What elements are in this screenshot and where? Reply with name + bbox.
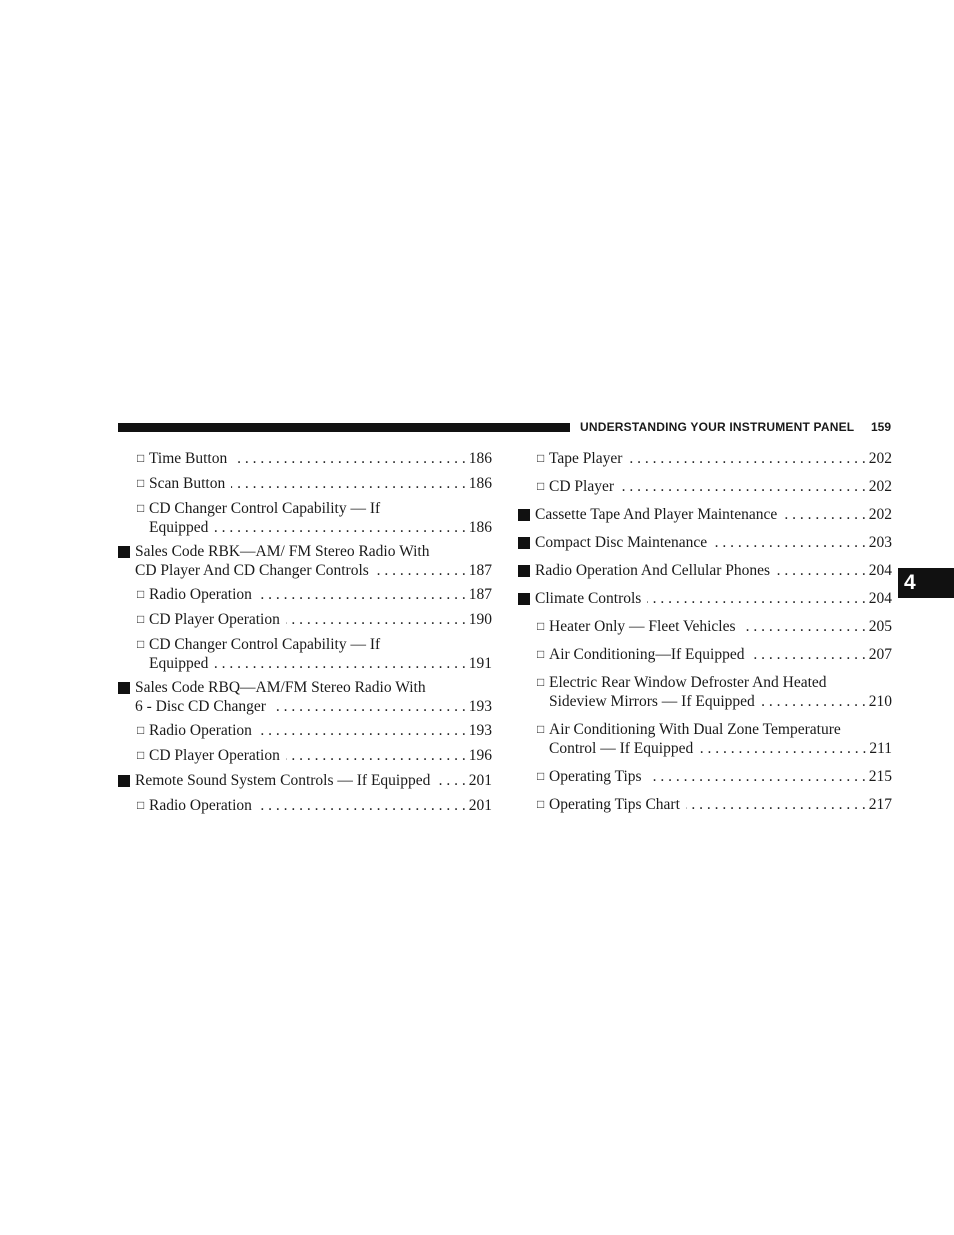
toc-entry-title: Sales Code RBQ—AM/FM Stereo Radio With — [135, 679, 426, 696]
toc-entry-line — [535, 533, 892, 552]
hollow-square-bullet-icon: □ — [537, 647, 545, 661]
hollow-square-bullet-icon: □ — [137, 587, 145, 601]
filled-square-bullet-icon — [118, 775, 130, 787]
toc-page-number: 211 — [869, 740, 892, 757]
toc-entry-line — [549, 477, 892, 496]
toc-page-number: 201 — [468, 772, 492, 789]
toc-entry-title: Operating Tips Chart — [549, 796, 680, 813]
toc-entry-line — [135, 771, 492, 790]
toc-page-number: 205 — [868, 618, 892, 635]
toc-right-column — [518, 449, 892, 823]
toc-page-number: 187 — [468, 586, 492, 603]
toc-page-number: 190 — [468, 611, 492, 628]
toc-entry-title: CD Player — [549, 478, 615, 495]
toc-entry[interactable] — [518, 477, 892, 496]
toc-page-number: 196 — [468, 747, 492, 764]
toc-page-number: 210 — [868, 693, 892, 710]
toc-entry-title: Sideview Mirrors — If Equipped — [549, 693, 755, 710]
chapter-tab — [898, 568, 954, 598]
chapter-tab-label: 4 — [904, 571, 916, 594]
toc-entry-line — [149, 610, 492, 629]
dot-leader — [286, 610, 466, 629]
toc-entry-title: Scan Button — [149, 475, 226, 492]
toc-page-number: 186 — [468, 450, 492, 467]
toc-entry[interactable] — [518, 673, 892, 711]
filled-square-bullet-icon — [518, 537, 530, 549]
toc-entry-title: Radio Operation — [149, 722, 252, 739]
toc-entry-line — [135, 561, 492, 580]
toc-entry-title: Remote Sound System Controls — If Equipped — [135, 772, 431, 789]
dot-leader — [620, 477, 866, 496]
toc-entry-line — [549, 739, 892, 758]
toc-entry[interactable] — [518, 561, 892, 580]
dot-leader — [742, 617, 866, 636]
dot-leader — [286, 746, 466, 765]
toc-entry[interactable] — [118, 585, 492, 604]
toc-entry-title: CD Changer Control Capability — If — [149, 500, 381, 517]
toc-entry[interactable] — [518, 795, 892, 814]
toc-entry[interactable] — [518, 767, 892, 786]
toc-entry[interactable] — [118, 721, 492, 740]
toc-page-number: 186 — [468, 475, 492, 492]
toc-entry[interactable] — [518, 645, 892, 664]
toc-entry-title: CD Player And CD Changer Controls — [135, 562, 369, 579]
toc-entry-title: Compact Disc Maintenance — [535, 534, 708, 551]
dot-leader — [628, 449, 865, 468]
toc-entry-line — [149, 721, 492, 740]
hollow-square-bullet-icon: □ — [537, 451, 545, 465]
toc-entry-title: Air Conditioning With Dual Zone Temperature — [549, 721, 841, 738]
hollow-square-bullet-icon: □ — [537, 797, 545, 811]
toc-page-number: 207 — [868, 646, 892, 663]
filled-square-bullet-icon — [518, 593, 530, 605]
toc-entry[interactable] — [518, 589, 892, 608]
hollow-square-bullet-icon: □ — [537, 619, 545, 633]
toc-entry-line — [149, 635, 492, 654]
toc-entry-title: Time Button — [149, 450, 228, 467]
toc-page-number: 204 — [868, 562, 892, 579]
hollow-square-bullet-icon: □ — [137, 501, 145, 515]
toc-entry-line — [149, 449, 492, 468]
toc-entry-line — [549, 449, 892, 468]
toc-entry-title: Electric Rear Window Defroster And Heated — [549, 674, 827, 691]
toc-page-number: 203 — [868, 534, 892, 551]
toc-entry-line — [549, 720, 892, 739]
toc-entry[interactable] — [118, 796, 492, 815]
toc-entry-line — [149, 585, 492, 604]
dot-leader — [783, 505, 866, 524]
toc-entry-line — [135, 678, 492, 697]
dot-leader — [750, 645, 865, 664]
toc-page-number: 193 — [468, 698, 492, 715]
toc-page-number: 187 — [468, 562, 492, 579]
toc-page-number: 186 — [468, 519, 492, 536]
hollow-square-bullet-icon: □ — [137, 612, 145, 626]
dot-leader — [647, 589, 865, 608]
toc-entry-line — [549, 767, 892, 786]
toc-entry-title: Sales Code RBK—AM/ FM Stereo Radio With — [135, 543, 430, 560]
dot-leader — [699, 739, 866, 758]
toc-entry[interactable] — [518, 720, 892, 758]
toc-entry-title: CD Player Operation — [149, 747, 280, 764]
hollow-square-bullet-icon: □ — [137, 451, 145, 465]
toc-entry[interactable] — [118, 610, 492, 629]
page-number: 159 — [871, 420, 892, 434]
toc-entry-line — [549, 645, 892, 664]
hollow-square-bullet-icon: □ — [537, 769, 545, 783]
toc-page-number: 193 — [468, 722, 492, 739]
toc-entry[interactable] — [118, 635, 492, 673]
toc-page-number: 217 — [868, 796, 892, 813]
dot-leader — [258, 585, 466, 604]
hollow-square-bullet-icon: □ — [537, 479, 545, 493]
toc-entry[interactable] — [118, 449, 492, 468]
toc-entry-title: 6 - Disc CD Changer — [135, 698, 266, 715]
dot-leader — [761, 692, 866, 711]
dot-leader — [214, 654, 465, 673]
toc-entry-title: Tape Player — [549, 450, 623, 467]
filled-square-bullet-icon — [518, 565, 530, 577]
toc-entry-title: Control — If Equipped — [549, 740, 694, 757]
toc-entry-title: Equipped — [149, 655, 209, 672]
dot-leader — [214, 518, 465, 537]
toc-page-number: 202 — [868, 478, 892, 495]
toc-entry-line — [149, 518, 492, 537]
filled-square-bullet-icon — [118, 682, 130, 694]
toc-entry-line — [535, 589, 892, 608]
toc-entry[interactable] — [118, 771, 492, 790]
toc-entry[interactable] — [518, 617, 892, 636]
toc-entry-line — [549, 673, 892, 692]
toc-page-number: 215 — [868, 768, 892, 785]
toc-page-number: 202 — [868, 450, 892, 467]
toc-entry-line — [549, 617, 892, 636]
toc-entry[interactable] — [118, 678, 492, 716]
dot-leader — [231, 474, 466, 493]
toc-entry[interactable] — [518, 449, 892, 468]
header-title: UNDERSTANDING YOUR INSTRUMENT PANEL — [580, 420, 855, 434]
toc-entry[interactable] — [118, 542, 492, 580]
dot-leader — [258, 721, 466, 740]
header-rule — [118, 423, 570, 432]
toc-entry[interactable] — [118, 474, 492, 493]
toc-entry-line — [549, 692, 892, 711]
toc-entry-title: Radio Operation — [149, 586, 252, 603]
toc-entry-line — [135, 697, 492, 716]
toc-page-number: 201 — [468, 797, 492, 814]
dot-leader — [648, 767, 866, 786]
toc-entry[interactable] — [518, 533, 892, 552]
toc-entry-line — [535, 505, 892, 524]
toc-page-number: 202 — [868, 506, 892, 523]
toc-entry[interactable] — [118, 746, 492, 765]
toc-entry-title: Climate Controls — [535, 590, 642, 607]
dot-leader — [272, 697, 466, 716]
toc-entry-title: Radio Operation And Cellular Phones — [535, 562, 771, 579]
filled-square-bullet-icon — [118, 546, 130, 558]
dot-leader — [375, 561, 466, 580]
toc-entry-title: Equipped — [149, 519, 209, 536]
toc-entry-line — [535, 561, 892, 580]
hollow-square-bullet-icon: □ — [137, 637, 145, 651]
toc-page-number: 191 — [468, 655, 492, 672]
hollow-square-bullet-icon: □ — [137, 748, 145, 762]
toc-entry-title: Operating Tips — [549, 768, 642, 785]
toc-entry-title: Radio Operation — [149, 797, 252, 814]
dot-leader — [436, 771, 465, 790]
toc-entry-line — [549, 795, 892, 814]
dot-leader — [686, 795, 866, 814]
toc-entry-title: Cassette Tape And Player Maintenance — [535, 506, 778, 523]
toc-entry[interactable] — [518, 505, 892, 524]
toc-left-column — [118, 449, 492, 821]
hollow-square-bullet-icon: □ — [137, 476, 145, 490]
toc-entry-title: Air Conditioning—If Equipped — [549, 646, 745, 663]
hollow-square-bullet-icon: □ — [537, 675, 545, 689]
toc-entry[interactable] — [118, 499, 492, 537]
toc-entry-line — [149, 746, 492, 765]
toc-entry-line — [149, 796, 492, 815]
toc-entry-title: Heater Only — Fleet Vehicles — [549, 618, 736, 635]
toc-entry-title: CD Player Operation — [149, 611, 280, 628]
dot-leader — [776, 561, 866, 580]
hollow-square-bullet-icon: □ — [537, 722, 545, 736]
hollow-square-bullet-icon: □ — [137, 723, 145, 737]
hollow-square-bullet-icon: □ — [137, 798, 145, 812]
toc-entry-title: CD Changer Control Capability — If — [149, 636, 381, 653]
toc-page-number: 204 — [868, 590, 892, 607]
dot-leader — [258, 796, 466, 815]
toc-entry-line — [149, 654, 492, 673]
toc-entry-line — [149, 499, 492, 518]
toc-entry-line — [135, 542, 492, 561]
toc-entry-line — [149, 474, 492, 493]
dot-leader — [233, 449, 466, 468]
dot-leader — [713, 533, 866, 552]
filled-square-bullet-icon — [518, 509, 530, 521]
